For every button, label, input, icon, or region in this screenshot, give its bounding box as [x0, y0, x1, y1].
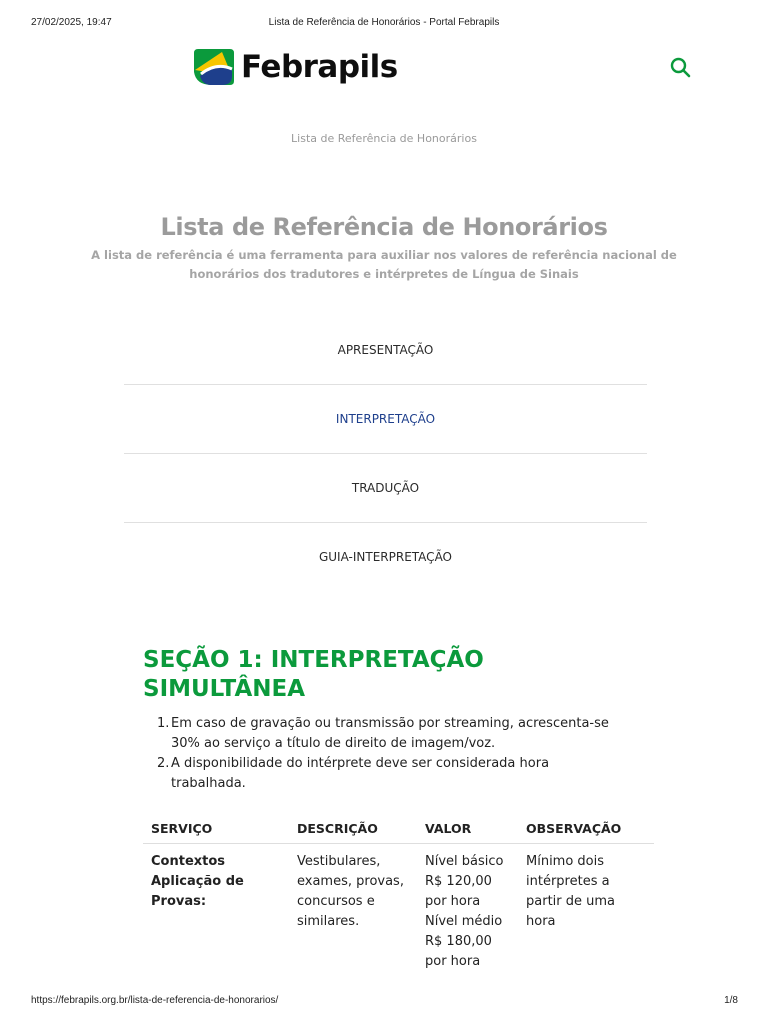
column-header-valor: VALOR	[425, 820, 472, 836]
column-header-servico: SERVIÇO	[151, 820, 213, 836]
cell-observacao: Mínimo dois intérpretes a partir de uma hora	[526, 854, 616, 929]
print-page-title: Lista de Referência de Honorários - Portal Febrapils	[268, 17, 500, 28]
tab-guia-interpretacao[interactable]: GUIA-INTERPRETAÇÃO	[318, 550, 453, 564]
cell-valor	[425, 852, 526, 972]
print-datetime: 27/02/2025, 19:47	[31, 17, 112, 28]
section-title	[143, 646, 623, 704]
print-footer	[0, 995, 768, 1009]
list-item-number: 1.	[157, 716, 170, 731]
page-subtitle: A lista de referência é uma ferramenta para auxiliar nos valores de referência nacional de honorários dos tradutores e intérpretes de Língua de Sinais	[91, 248, 677, 281]
list-item-number: 2.	[157, 756, 170, 771]
list-item-text: Em caso de gravação ou transmissão por streaming, acrescenta-se 30% ao serviço a título de direito de imagem/voz.	[171, 716, 609, 751]
print-header	[0, 17, 768, 31]
section-tabs	[124, 316, 647, 592]
notes-list	[157, 714, 611, 794]
tab-traducao[interactable]: TRADUÇÃO	[124, 454, 647, 523]
list-item	[157, 754, 611, 794]
fees-table	[143, 813, 654, 972]
print-url: https://febrapils.org.br/lista-de-referencia-de-honorarios/	[31, 995, 279, 1006]
table-header	[143, 813, 654, 844]
cell-servico: Contextos Aplicação de Provas:	[151, 854, 244, 909]
column-header-descricao: DESCRIÇÃO	[297, 820, 378, 836]
search-icon	[668, 55, 692, 79]
table-row	[143, 844, 654, 972]
list-item-text: A disponibilidade do intérprete deve ser considerada hora trabalhada.	[171, 756, 550, 791]
page-title: Lista de Referência de Honorários	[160, 213, 608, 241]
logo-wordmark: Febrapils	[241, 49, 398, 85]
column-header-observacao: OBSERVAÇÃO	[526, 820, 622, 836]
valor-line: R$ 180,00 por hora	[425, 934, 492, 969]
tab-interpretacao[interactable]: INTERPRETAÇÃO	[124, 385, 647, 454]
site-logo[interactable]	[192, 45, 398, 89]
list-item	[157, 714, 611, 754]
cell-descricao: Vestibulares, exames, provas, concursos e similares.	[297, 854, 404, 929]
section-title-line1: SEÇÃO 1: INTERPRETAÇÃO	[143, 647, 484, 673]
valor-line: Nível médio	[425, 914, 503, 929]
brazil-flag-icon	[192, 46, 236, 88]
valor-line: Nível básico	[425, 854, 504, 869]
print-page-number: 1/8	[724, 995, 738, 1006]
search-button[interactable]	[668, 55, 692, 79]
breadcrumb: Lista de Referência de Honorários	[291, 132, 477, 145]
section-title-line2: SIMULTÂNEA	[143, 676, 305, 702]
valor-line: R$ 120,00 por hora	[425, 874, 492, 909]
tab-apresentacao[interactable]: APRESENTAÇÃO	[124, 316, 647, 385]
